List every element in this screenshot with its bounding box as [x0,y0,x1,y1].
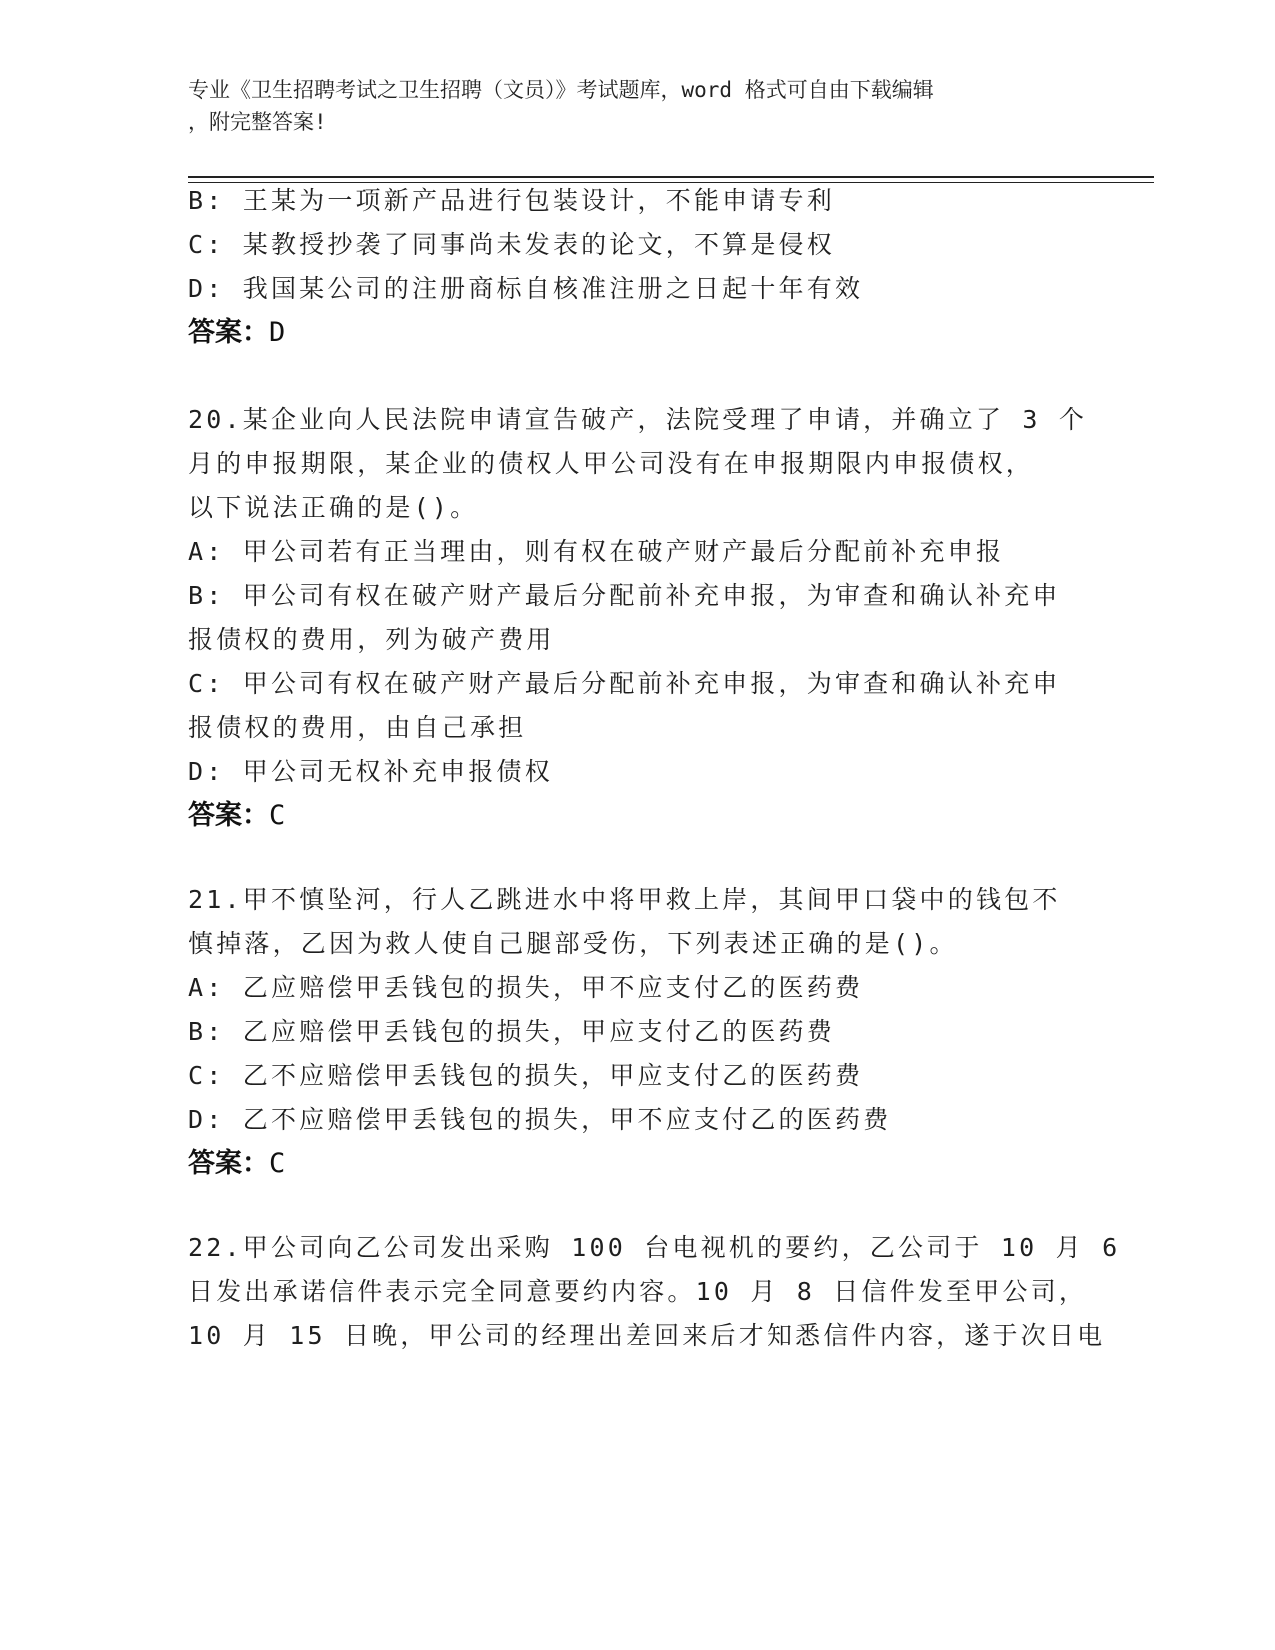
q20-option-c-line-2: 报债权的费用，由自己承担 [188,713,527,742]
header-rule-thin [188,182,1154,183]
q20-option-a: A: 甲公司若有正当理由，则有权在破产财产最后分配前补充申报 [188,537,1005,566]
answer-value: C [269,1148,286,1179]
q21-answer [188,1147,285,1181]
prev-option-d: D: 我国某公司的注册商标自核准注册之日起十年有效 [188,274,864,303]
answer-label: 答案： [188,800,269,831]
header-rule-thick [188,176,1154,178]
q21-option-c: C: 乙不应赔偿甲丢钱包的损失，甲应支付乙的医药费 [188,1061,864,1090]
q21-stem-line-2: 慎掉落，乙因为救人使自己腿部受伤，下列表述正确的是()。 [188,929,958,958]
q21-stem-line-1: 21.甲不慎坠河，行人乙跳进水中将甲救上岸，其间甲口袋中的钱包不 [188,885,1061,914]
header-line-1: 专业《卫生招聘考试之卫生招聘（文员）》考试题库，word 格式可自由下载编辑 [188,78,934,102]
prev-option-b: B: 王某为一项新产品进行包装设计，不能申请专利 [188,186,835,215]
header-line-2: ，附完整答案! [188,110,327,134]
q20-stem-line-2: 月的申报期限，某企业的债权人甲公司没有在申报期限内申报债权， [188,449,1035,478]
q20-option-b-line-2: 报债权的费用，列为破产费用 [188,625,555,654]
q20-option-d: D: 甲公司无权补充申报债权 [188,757,553,786]
answer-label: 答案： [188,317,269,348]
q21-option-a: A: 乙应赔偿甲丢钱包的损失，甲不应支付乙的医药费 [188,973,864,1002]
q20-answer [188,799,285,833]
answer-label: 答案： [188,1148,269,1179]
q22-stem-line-2: 日发出承诺信件表示完全同意要约内容。10 月 8 日信件发至甲公司， [188,1277,1088,1306]
q21-option-b: B: 乙应赔偿甲丢钱包的损失，甲应支付乙的医药费 [188,1017,835,1046]
q21-option-d: D: 乙不应赔偿甲丢钱包的损失，甲不应支付乙的医药费 [188,1105,892,1134]
q20-stem-line-3: 以下说法正确的是()。 [188,493,479,522]
answer-value: C [269,800,286,831]
q20-option-b-line-1: B: 甲公司有权在破产财产最后分配前补充申报，为审查和确认补充申 [188,581,1061,610]
q20-stem-line-1: 20.某企业向人民法院申请宣告破产，法院受理了申请，并确立了 3 个 [188,405,1088,434]
prev-answer [188,316,285,350]
q20-option-c-line-1: C: 甲公司有权在破产财产最后分配前补充申报，为审查和确认补充申 [188,669,1061,698]
answer-value: D [269,317,286,348]
page-header [188,74,1088,138]
prev-option-c: C: 某教授抄袭了同事尚未发表的论文，不算是侵权 [188,230,835,259]
q22-stem-line-3: 10 月 15 日晚，甲公司的经理出差回来后才知悉信件内容，遂于次日电 [188,1321,1106,1350]
q22-stem-line-1: 22.甲公司向乙公司发出采购 100 台电视机的要约，乙公司于 10 月 6 [188,1233,1121,1262]
